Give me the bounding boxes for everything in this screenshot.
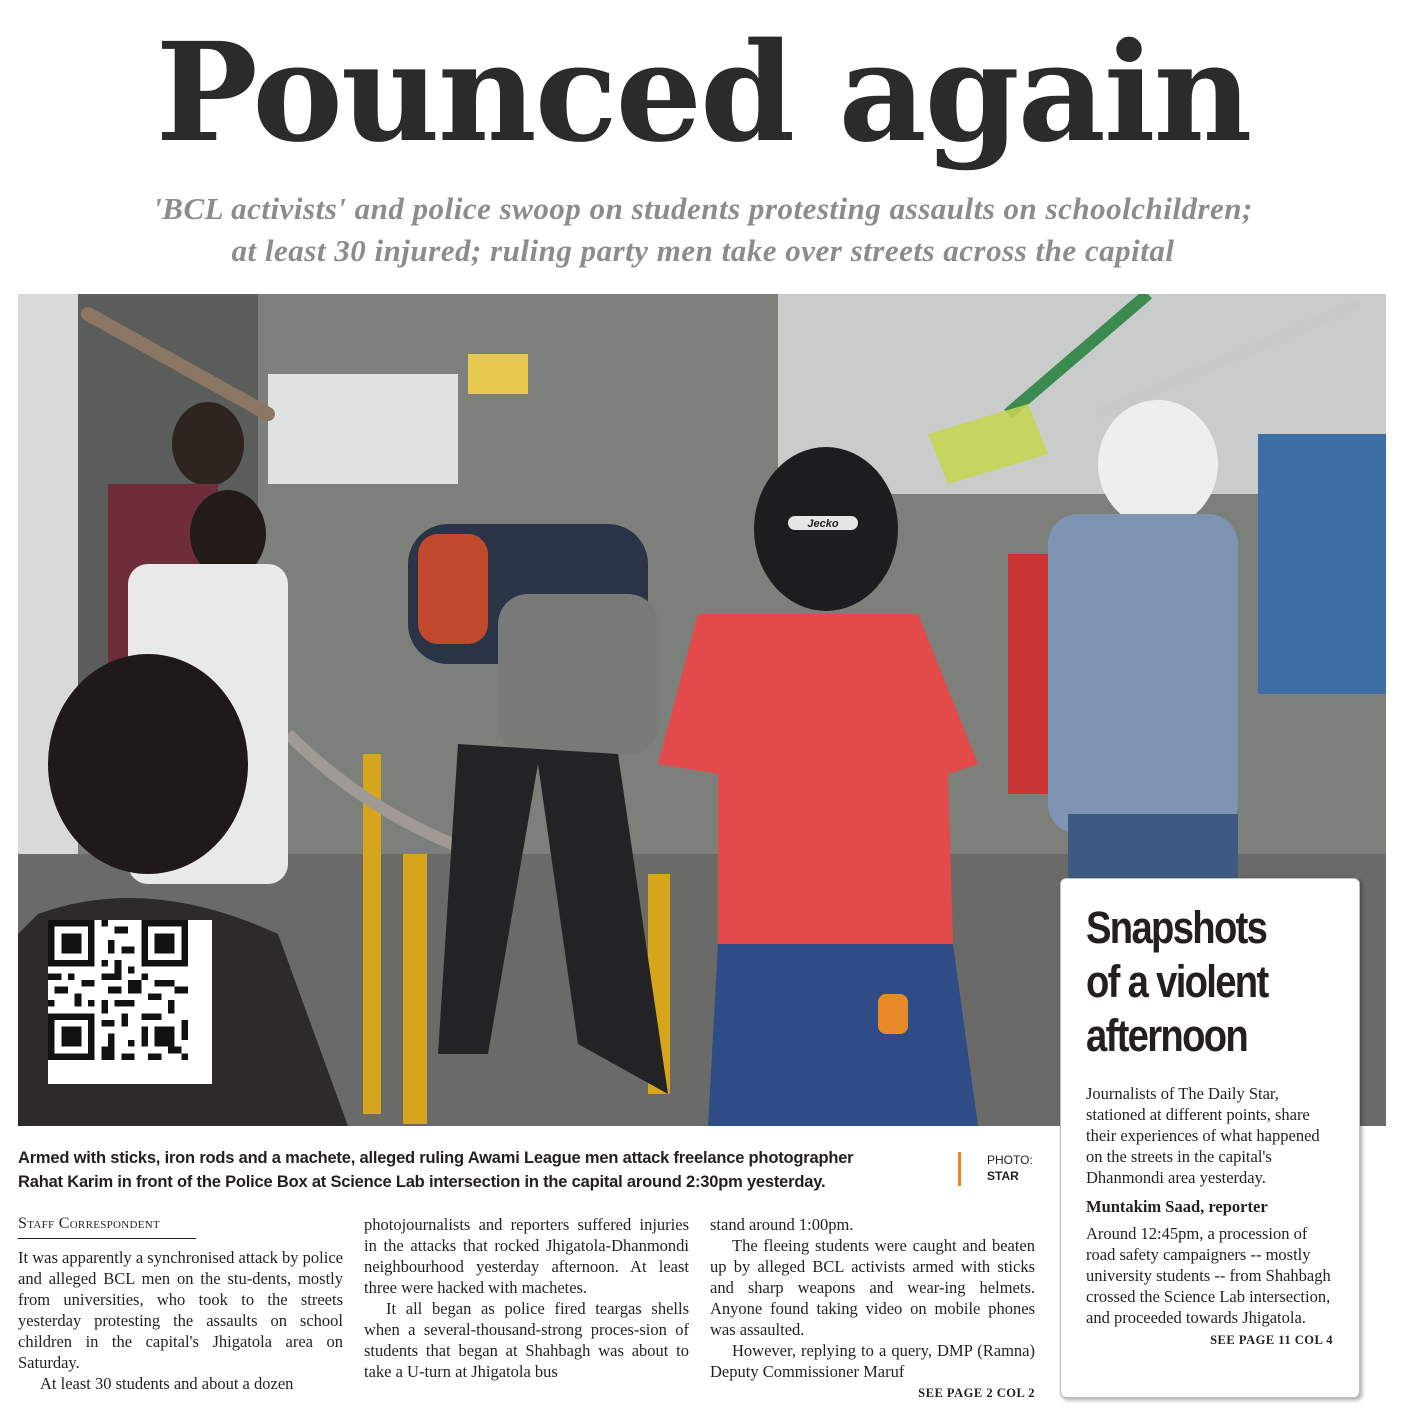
article-column-1 [18,1214,343,1394]
article-paragraph: It all began as police fired teargas shells when a several-thousand-strong proces-sion of students that began at Shahbagh was about to take a U-turn at Jhigatola bus [364,1299,689,1381]
photo-credit [987,1152,1057,1184]
sidebar-title [1086,901,1298,1063]
sidebar-title-line-2: of a violent [1086,956,1268,1007]
sidebar-box [1060,878,1360,1398]
article-paragraph: stand around 1:00pm. [710,1215,854,1234]
article-paragraph: It was apparently a synchronised attack by police and alleged BCL men on the stu-dents, mostly from universities, who took to the streets yesterday protesting the assaults on school children in the capital's Jhigatola area on Saturday. [18,1248,343,1372]
sidebar-author: Muntakim Saad, reporter [1086,1197,1268,1216]
byline: Staff Correspondent [18,1214,196,1239]
photo-caption-line-2: Rahat Karim in front of the Police Box at Science Lab intersection in the capital around 2:30pm yesterday. [18,1173,826,1191]
qr-code[interactable] [48,920,212,1084]
article-jump-link[interactable]: SEE PAGE 2 COL 2 [918,1386,1035,1400]
article-column-2 [364,1214,689,1382]
article-paragraph: However, replying to a query, DMP (Ramna) Deputy Commissioner Maruf [710,1341,1035,1381]
photo-caption-line-1: Armed with sticks, iron rods and a machete, alleged ruling Awami League men attack freelance photographer [18,1149,854,1167]
attacker-plaid-shirt [1048,514,1238,834]
sidebar-intro: Journalists of The Daily Star, stationed at different points, share their experiences of what happened on the streets in the capital's Dhanmondi area yesterday. [1086,1084,1320,1187]
helmet-logo: Jecko [807,518,839,530]
yellow-sign [468,354,528,394]
red-shirt-jeans [708,944,978,1126]
photo-credit-label: PHOTO: [987,1153,1033,1167]
headline: Pounced again [155,13,1251,173]
article-paragraph: The fleeing students were caught and beaten up by alleged BCL activists armed with sticks and sharp weapons and wear-ing helmets. Anyone found taking video on mobile phones was assaulted. [710,1236,1035,1339]
bollard [403,854,427,1124]
article-column-3 [710,1214,1035,1402]
white-helmet [1098,400,1218,528]
sidebar-title-line-1: Snapshots [1086,902,1267,953]
sidebar-jump-link[interactable]: SEE PAGE 11 COL 4 [1210,1333,1333,1347]
article-paragraph: At least 30 students and about a dozen [40,1374,294,1393]
photo-credit-divider [958,1152,961,1186]
qr-code-icon [48,920,188,1060]
rickshaw [1258,434,1386,694]
pocket-bottle [878,994,908,1034]
attacker-head [172,402,244,486]
sidebar-title-line-3: afternoon [1086,1010,1248,1061]
backpack-strap [418,534,488,644]
deck-line-2: at least 30 injured; ruling party men take over streets across the capital [231,233,1175,268]
article-paragraph: photojournalists and reporters suffered injuries in the attacks that rocked Jhigatola-Dhanmondi neighbourhood yesterday afternoon. At least three were hacked with machetes. [364,1215,689,1297]
wall-poster [268,374,458,484]
photo-credit-source: STAR [987,1169,1019,1183]
deck-line-1: 'BCL activists' and police swoop on students protesting assaults on schoolchildren; [153,191,1253,226]
bystander-head [48,654,248,874]
deck [40,188,1366,272]
photographer-shirt [498,594,658,754]
photo-caption [18,1146,918,1194]
sidebar-body: Around 12:45pm, a procession of road safety campaigners -- mostly university students -- from Shahbagh crossed the Science Lab intersection, and proceeded towards Jhigatola. [1086,1224,1331,1327]
